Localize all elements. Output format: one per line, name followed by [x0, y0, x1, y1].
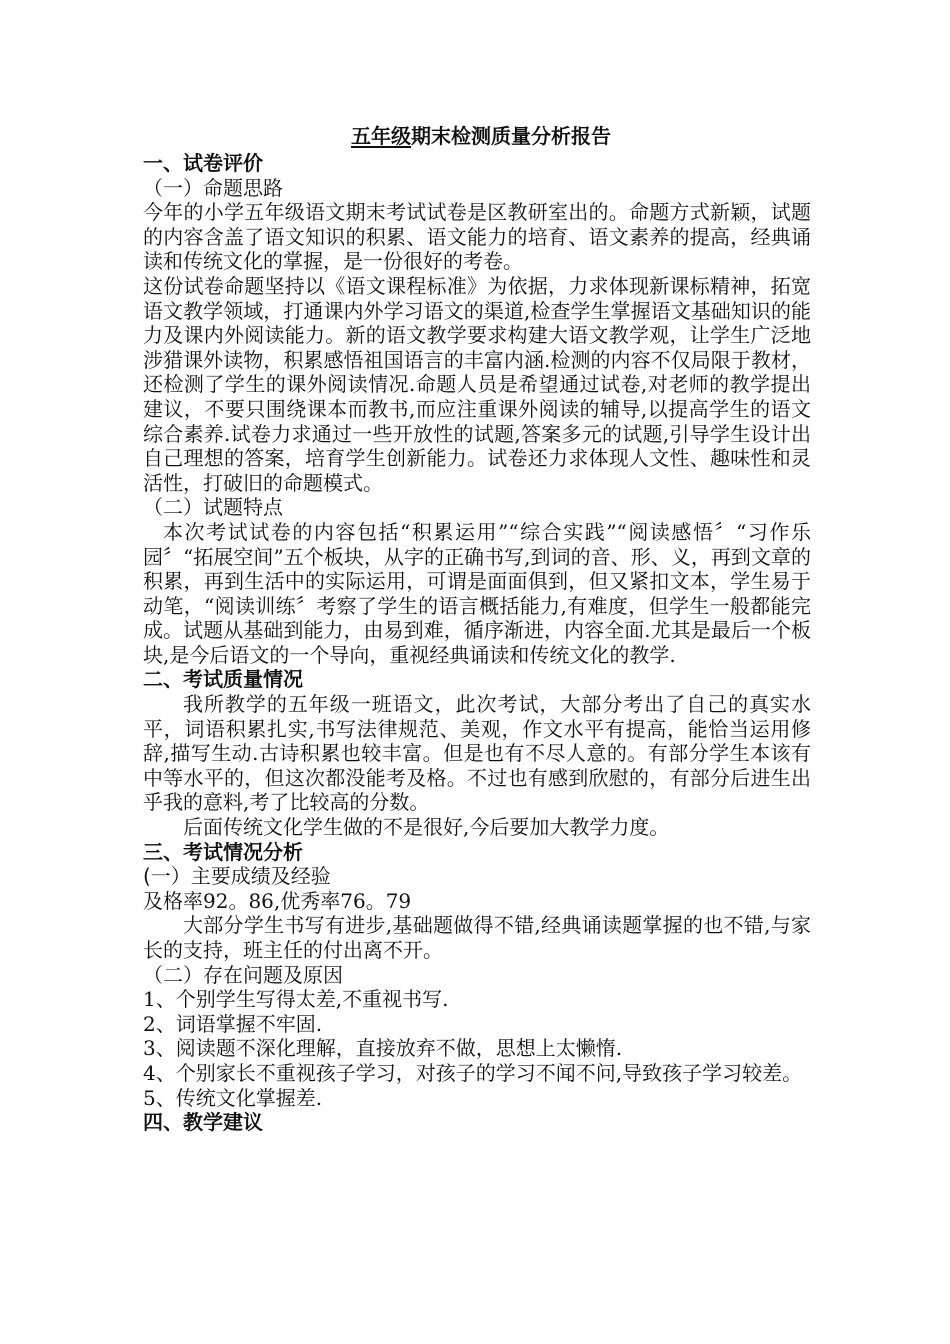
section-3-paragraph-1: 大部分学生书写有进步,基础题做得不错,经典诵读题掌握的也不错,与家长的支持，班主任的付出离不开。 — [143, 913, 811, 962]
problem-item-2: 2、词语掌握不牢固. — [143, 1011, 323, 1036]
section-4-heading: 四、教学建议 — [143, 1110, 263, 1135]
section-3-sub-2: （二）存在问题及原因 — [143, 962, 343, 987]
section-2-paragraph-1: 我所教学的五年级一班语文，此次考试，大部分考出了自己的真实水平，词语积累扎实,书写法律规范、美观，作文水平有提高，能恰当运用修辞,描写生动.古诗积累也较丰富。但是也有不尽人意的。有部分学生本该有中等水平的，但这次都没能考及格。不过也有感到欣慰的，有部分后进生出乎我的意料,考了比较高的分数。 — [143, 692, 811, 815]
document-title — [151, 122, 811, 150]
section-1-paragraph-2: 这份试卷命题坚持以《语文课程标准》为依据，力求体现新课标精神，拓宽语文教学领域，打通课内外学习语文的渠道,检查学生掌握语文基础知识的能力及课内外阅读能力。新的语文教学要求构建大语文教学观，让学生广泛地涉猎课外读物，积累感悟祖国语言的丰富内涵.检测的内容不仅局限于教材，还检测了学生的课外阅读情况.命题人员是希望通过试卷,对老师的教学提出建议，不要只围绕课本而教书,而应注重课外阅读的辅导,以提高学生的语文综合素养.试卷力求通过一些开放性的试题,答案多元的试题,引导学生设计出自己理想的答案，培育学生创新能力。试卷还力求体现人文性、趣味性和灵活性，打破旧的命题模式。 — [143, 273, 811, 495]
section-2-paragraph-2: 后面传统文化学生做的不是很好,今后要加大教学力度。 — [183, 815, 670, 840]
problem-item-5: 5、传统文化掌握差. — [143, 1085, 323, 1110]
section-1-paragraph-3: 本次考试试卷的内容包括“积累运用”“综合实践”“阅读感悟〞“习作乐园〞“拓展空间”五个板块，从字的正确书写,到词的音、形、义，再到文章的积累，再到生活中的实际运用，可谓是面面俱到，但又紧扣文本，学生易于动笔，“阅读训练〞考察了学生的语言概括能力,有难度，但学生一般都能完成。试题从基础到能力，由易到难，循序渐进，内容全面.尤其是最后一个板块,是今后语文的一个导向，重视经典诵读和传统文化的教学. — [143, 519, 811, 667]
section-3-sub-1: (一）主要成绩及经验 — [143, 864, 331, 889]
section-1-sub-1: （一）命题思路 — [143, 175, 283, 200]
document-page — [143, 122, 811, 1135]
section-1-sub-2: （二）试题特点 — [143, 495, 283, 520]
pass-excellent-rates: 及格率92。86,优秀率76。79 — [143, 888, 412, 913]
problem-item-3: 3、阅读题不深化理解，直接放弃不做，思想上太懒惰. — [143, 1036, 623, 1061]
title-main: 期末检测质量分析报告 — [411, 124, 611, 148]
section-1-paragraph-1: 今年的小学五年级语文期末考试试卷是区教研室出的。命题方式新颖，试题的内容含盖了语文知识的积累、语文能力的培育、语文素养的提高，经典诵读和传统文化的掌握，是一份很好的考卷。 — [143, 200, 811, 274]
title-grade: 五年级 — [351, 124, 411, 148]
section-3-heading: 三、考试情况分析 — [143, 839, 303, 864]
section-1-heading: 一、试卷评价 — [143, 151, 263, 175]
section-2-heading: 二、考试质量情况 — [143, 667, 303, 692]
problem-item-1: 1、个别学生写得太差,不重视书写. — [143, 987, 449, 1012]
problem-item-4: 4、个别家长不重视孩子学习，对孩子的学习不闻不问,导致孩子学习较差。 — [143, 1060, 803, 1085]
